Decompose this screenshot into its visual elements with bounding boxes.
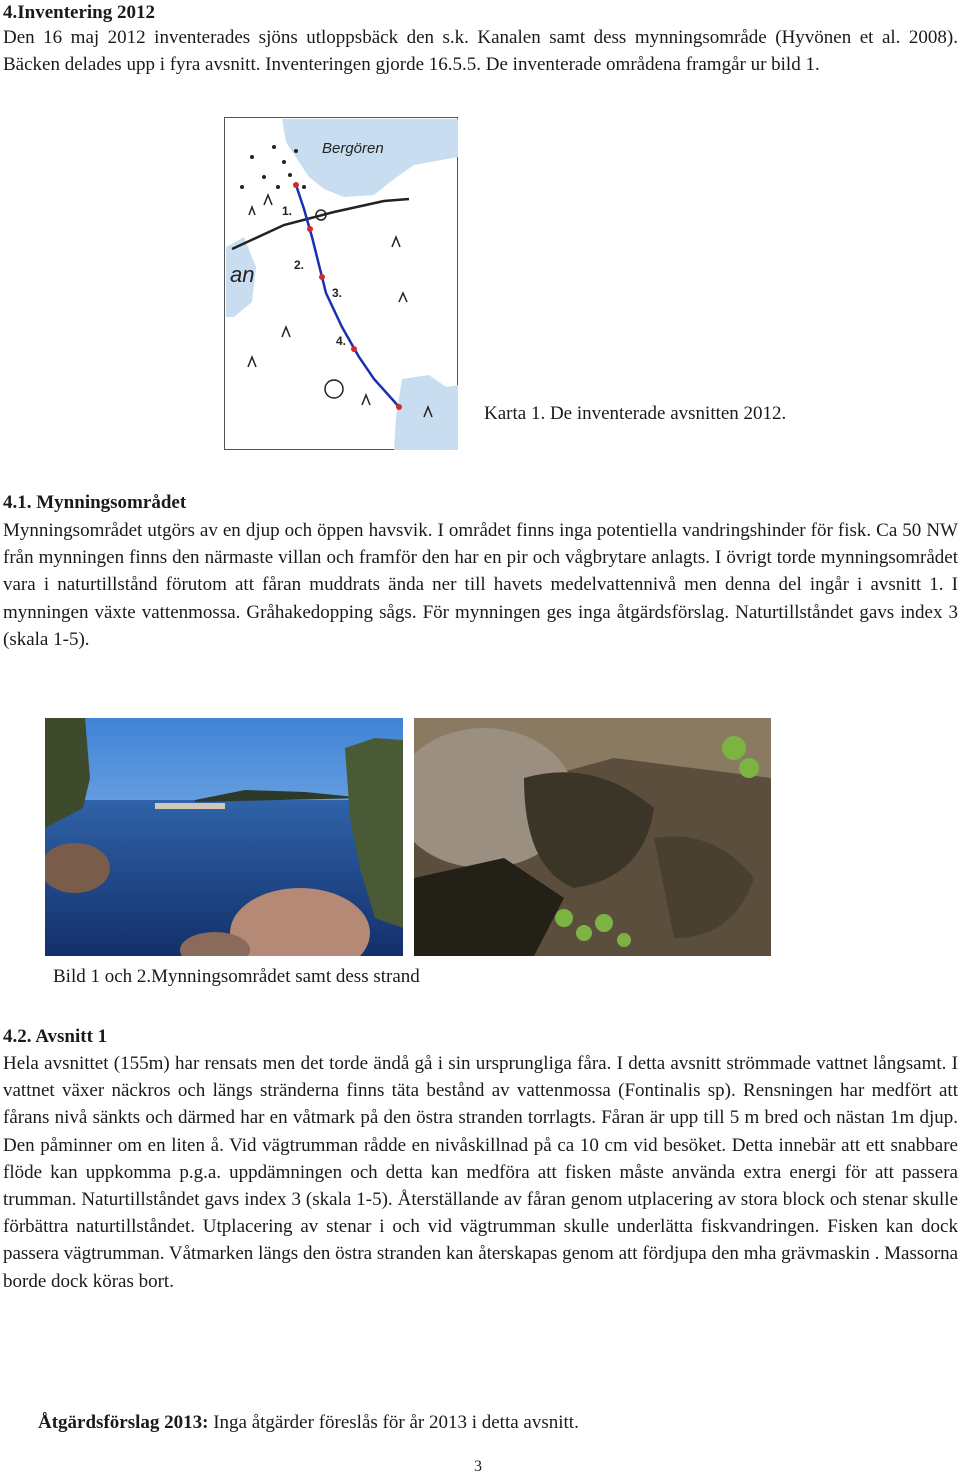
section-4-1-heading: 4.1. Mynningsområdet <box>3 492 187 513</box>
map-partial-label: an <box>230 262 255 287</box>
section-4-1-paragraph: Mynningsområdet utgörs av en djup och öppen havsvik. I området finns inga potentiella vandringshinder för fisk. Ca 50 NW från mynningen finns den närmaste villan och framför den har en pir och vågbrytare anlagts. I övrigt torde mynningsområdet vara i naturtillstånd förutom att fåran muddrats ända ner till havets medelvattennivå men denna del ingår i avsnitt 1. I mynningen växte vattenmossa. Gråhakedopping sågs. För mynningen ges inga åtgärdsförslag. Naturtillståndet gavs index 3 (skala 1-5). <box>3 520 958 650</box>
section-4-heading: 4.Inventering 2012 <box>3 2 155 23</box>
map-caption: Karta 1. De inventerade avsnitten 2012. <box>484 403 787 424</box>
map-section-4: 4. <box>336 334 347 348</box>
photo-1-drawing <box>45 718 403 956</box>
section-4-2-paragraph: Hela avsnittet (155m) har rensats men det torde ändå gå i sin ursprungliga fåra. I detta avsnitt strömmade vattnet långsamt. I vattnet växer näckros och längs stränderna finns täta bestånd av vattenmossa (Fontinalis sp). Rensningen har medfört att fårans nivå sänkts och därmed har en våtmark på den östra stranden torrlagts. Fåran är upp till 5 m bred och nästan 1m djup. Den påminner om en liten å. Vid vägtrumman rådde en nivåskillnad på ca 10 cm vid besöket. Detta innebär att ett snabbare flöde kan uppkomma p.g.a. uppdämningen och detta kan medföra att fisken måste använda extra energi för att passera trumman. Naturtillståndet gavs index 3 (skala 1-5). Återställande av fåran genom utplacering av stora block och stenar skulle förbättra naturtillståndet. Utplacering av stenar i och vid vägtrumman skulle underlätta fiskvandringen. Fisken kan dock passera vägtrumman. Våtmarken längs den östra stranden kan återskapas genom att fördjupa den mha grävmaskin . Massorna borde dock köras bort. <box>3 1053 958 1292</box>
section-4-2-heading: 4.2. Avsnitt 1 <box>3 1026 108 1047</box>
measures-line <box>38 1412 579 1434</box>
photo-river-mouth <box>45 718 403 956</box>
map-section-3: 3. <box>332 286 343 300</box>
page-number: 3 <box>474 1458 482 1475</box>
inventory-map <box>224 117 458 450</box>
measures-text: Inga åtgärder föreslås för år 2013 i detta avsnitt. <box>208 1412 579 1433</box>
pier <box>155 803 225 809</box>
section-4-paragraph: Den 16 maj 2012 inventerades sjöns utloppsbäck den s.k. Kanalen samt dess mynningsområde (Hyvönen et al. 2008). Bäcken delades upp i fyra avsnitt. Inventeringen gjorde 16.5.5. De inventerade områdena framgår ur bild 1. <box>3 27 958 76</box>
map-place-label: Bergören <box>322 140 384 157</box>
measures-label: Åtgärdsförslag 2013: <box>38 1412 209 1433</box>
map-section-2: 2. <box>294 258 305 272</box>
photos-caption: Bild 1 och 2.Mynningsområdet samt dess strand <box>53 966 420 987</box>
photo-2-drawing <box>414 718 771 956</box>
map-section-1: 1. <box>282 204 293 218</box>
map-drawing <box>224 117 458 450</box>
photo-shore-moss <box>414 718 771 956</box>
